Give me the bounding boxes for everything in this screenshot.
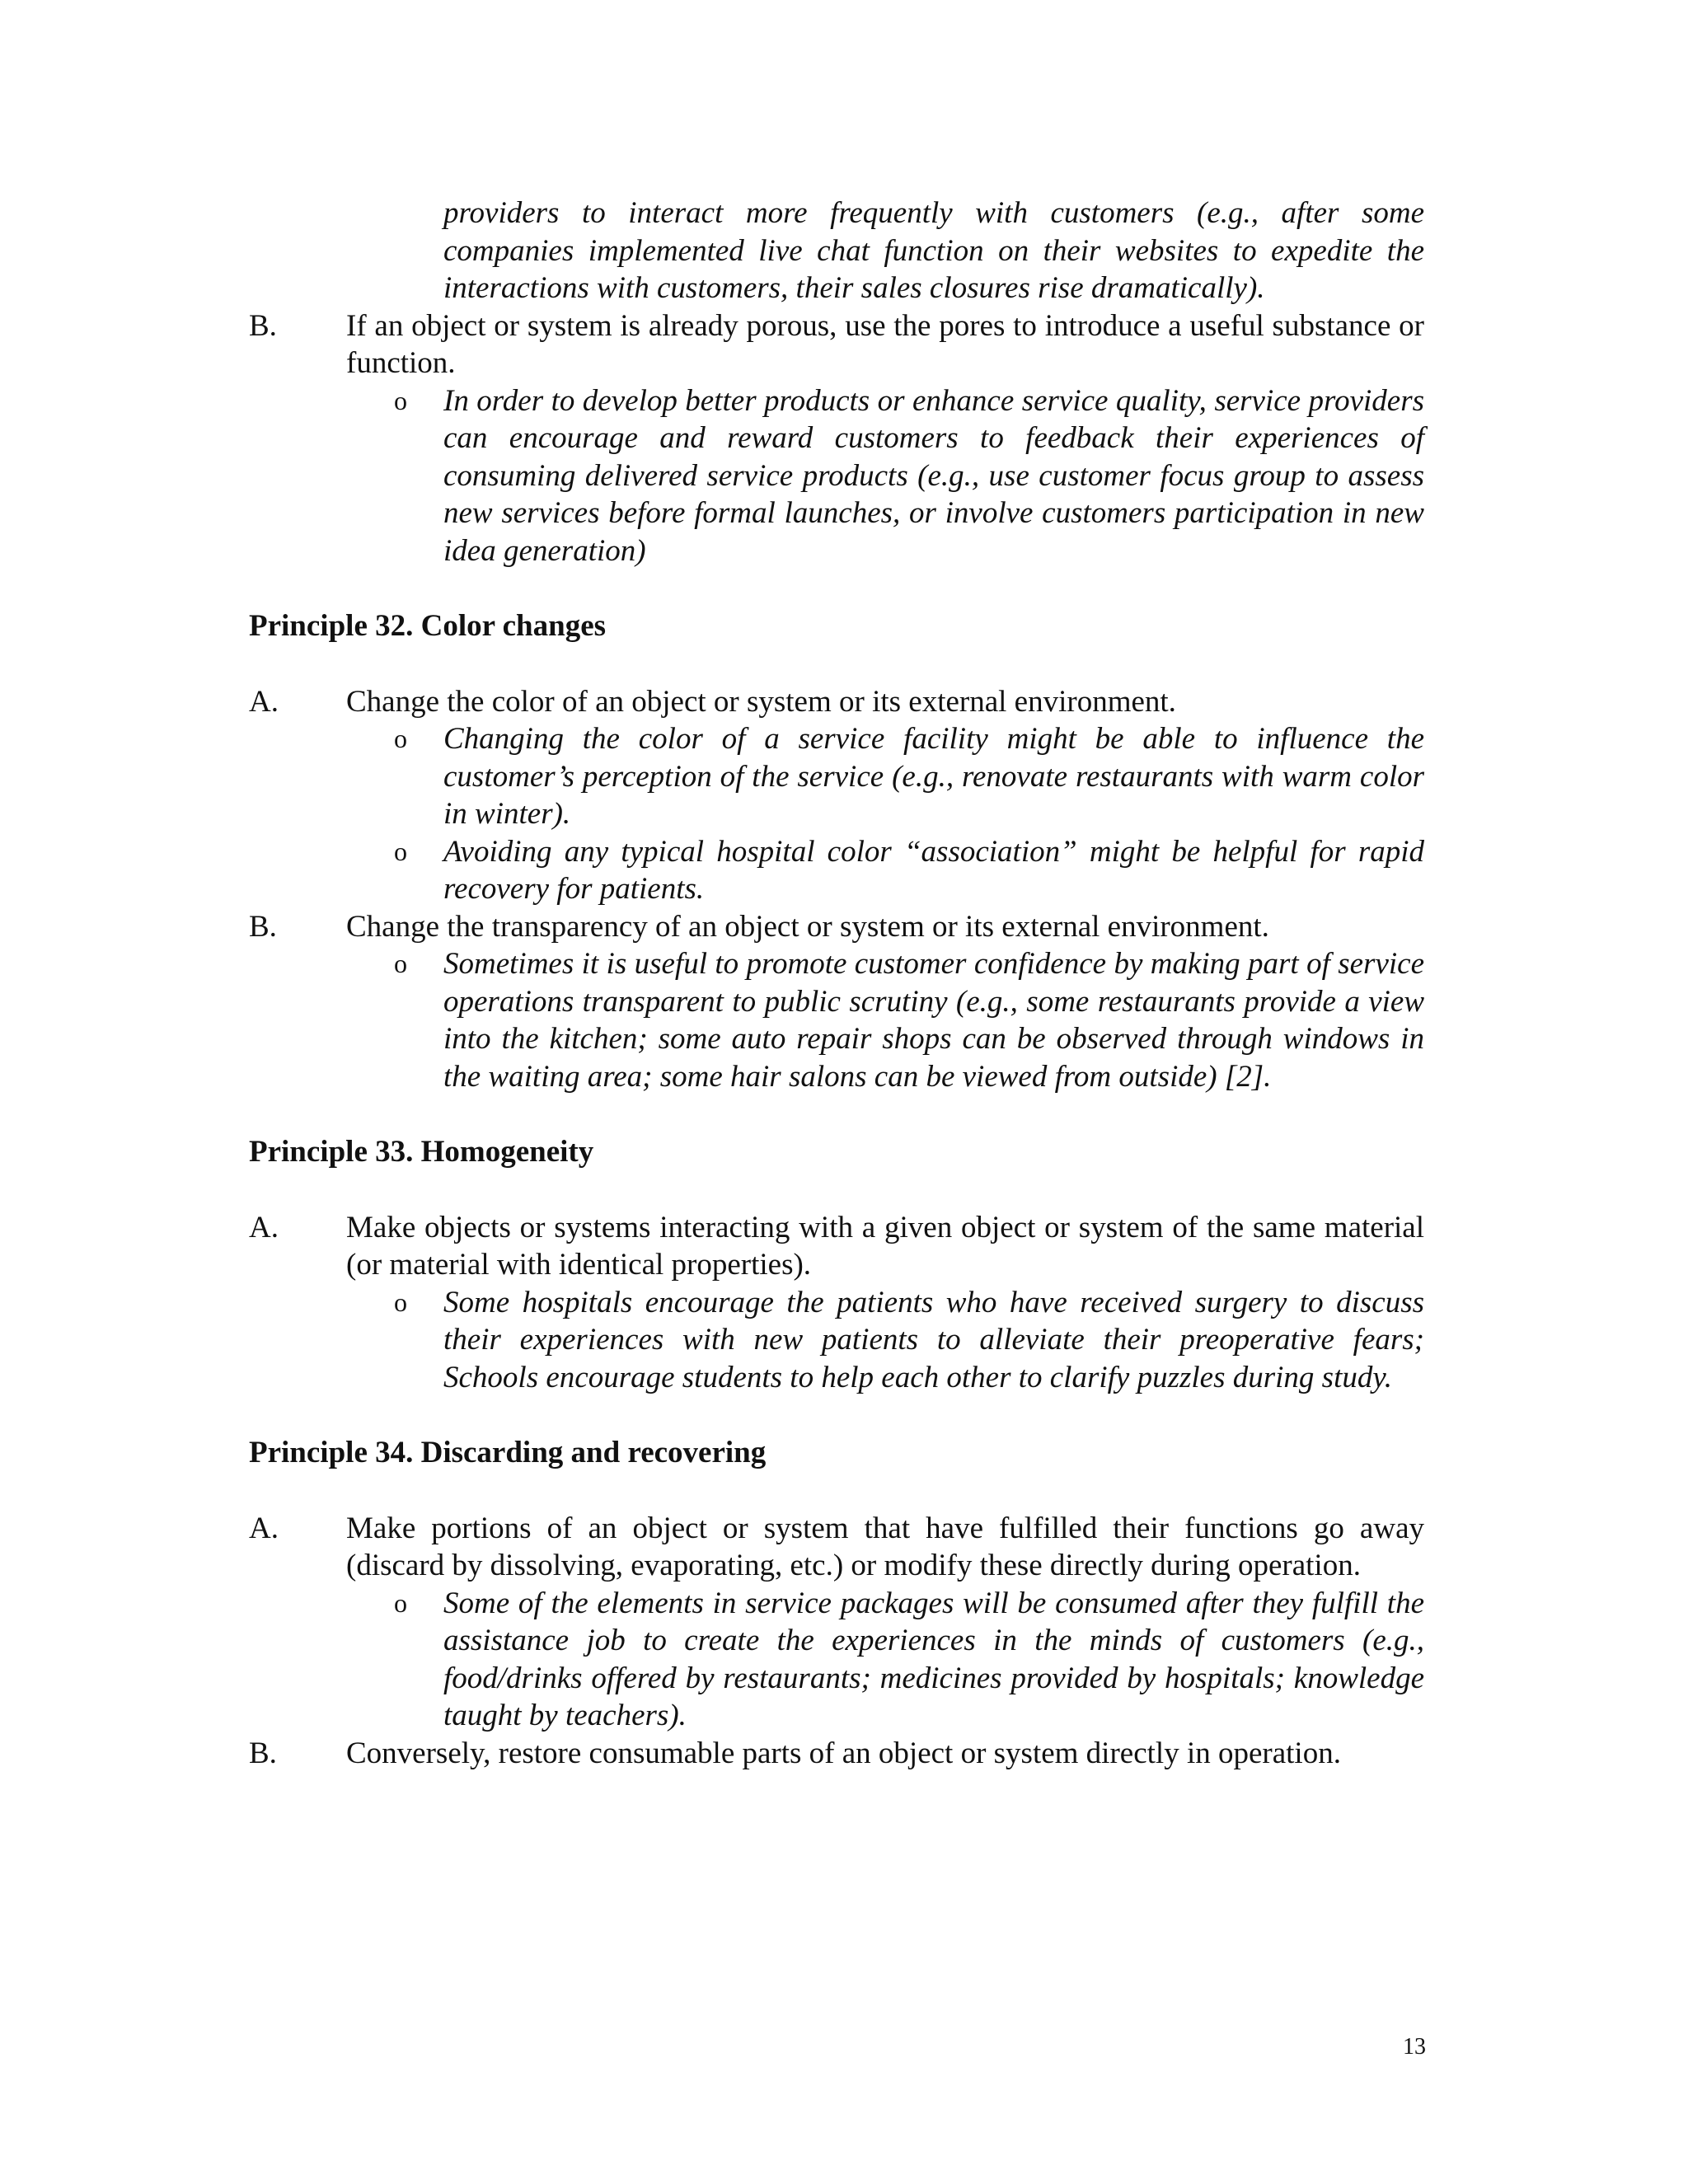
page-number: 13 bbox=[1403, 2034, 1426, 2060]
item-text: Make objects or systems interacting with a given object or system of the same material (or material with identical properties). bbox=[346, 1210, 1424, 1282]
sub-item bbox=[249, 720, 1424, 833]
page-content bbox=[249, 194, 1424, 1772]
section-heading-principle-33: Principle 33. Homogeneity bbox=[249, 1135, 594, 1169]
section-heading-principle-34: Principle 34. Discarding and recovering bbox=[249, 1436, 767, 1469]
bullet-marker: o bbox=[394, 1587, 407, 1618]
list-item-a-homogeneity bbox=[249, 1209, 1424, 1284]
list-item-a-discarding bbox=[249, 1510, 1424, 1585]
item-text: Change the transparency of an object or system or its external environment. bbox=[346, 909, 1269, 944]
sub-item-text: Some of the elements in service packages will be consumed after they fulfill the assistance job to create the experiences in the minds of customers (e.g., food/drinks offered by restaurants; medicines provided by hospitals; knowledge taught by teachers). bbox=[443, 1586, 1424, 1732]
sub-item bbox=[249, 382, 1424, 570]
sub-item bbox=[249, 1585, 1424, 1735]
bullet-marker: o bbox=[394, 385, 407, 415]
continued-sub-item bbox=[249, 194, 1424, 307]
sub-item-text: Changing the color of a service facility might be able to influence the customer’s perception of the service (e.g., renovate restaurants with warm color in winter). bbox=[443, 722, 1424, 831]
list-item-b-recovering bbox=[249, 1735, 1424, 1773]
item-text: If an object or system is already porous, use the pores to introduce a useful substance or function. bbox=[346, 308, 1424, 380]
item-letter: B. bbox=[249, 909, 277, 944]
bullet-marker: o bbox=[394, 836, 407, 866]
item-text: Change the color of an object or system or its external environment. bbox=[346, 684, 1176, 719]
sub-item-text: Some hospitals encourage the patients who have received surgery to discuss their experiences with new patients to alleviate their preoperative fears; Schools encourage students to help each other to clarify puzzles during study. bbox=[443, 1285, 1424, 1394]
list-item-b-transparency bbox=[249, 908, 1424, 946]
sub-item bbox=[249, 1284, 1424, 1397]
sub-item bbox=[249, 945, 1424, 1095]
item-letter: B. bbox=[249, 308, 277, 343]
list-item-a-color bbox=[249, 683, 1424, 721]
item-letter: A. bbox=[249, 1210, 279, 1244]
sub-item-text: providers to interact more frequently with customers (e.g., after some companies implemented live chat function on their websites to expedite the interactions with customers, their sales closures rise dramatically). bbox=[443, 196, 1424, 305]
item-letter: A. bbox=[249, 1511, 279, 1545]
item-text: Conversely, restore consumable parts of an object or system directly in operation. bbox=[346, 1736, 1341, 1770]
sub-item-text: Sometimes it is useful to promote customer confidence by making part of service operations transparent to public scrutiny (e.g., some restaurants provide a view into the kitchen; some auto repair shops can be observed through windows in the waiting area; some hair salons can be viewed from outside) [2]. bbox=[443, 947, 1424, 1094]
sub-item bbox=[249, 833, 1424, 908]
item-letter: B. bbox=[249, 1736, 277, 1770]
bullet-marker: o bbox=[394, 949, 407, 978]
sub-item-text: Avoiding any typical hospital color “association” might be helpful for rapid recovery for patients. bbox=[443, 834, 1424, 906]
list-item-b-porous bbox=[249, 307, 1424, 382]
bullet-marker: o bbox=[394, 724, 407, 753]
section-heading-principle-32: Principle 32. Color changes bbox=[249, 609, 607, 643]
sub-item-text: In order to develop better products or enhance service quality, service providers can encourage and reward customers to feedback their experiences of consuming delivered service products (e.g., use customer focus group to assess new services before formal launches, or involve customers participation in new idea generation) bbox=[443, 383, 1424, 568]
item-letter: A. bbox=[249, 684, 279, 719]
bullet-marker: o bbox=[394, 1286, 407, 1317]
item-text: Make portions of an object or system that have fulfilled their functions go away (discard by dissolving, evaporating, etc.) or modify these directly during operation. bbox=[346, 1511, 1424, 1582]
